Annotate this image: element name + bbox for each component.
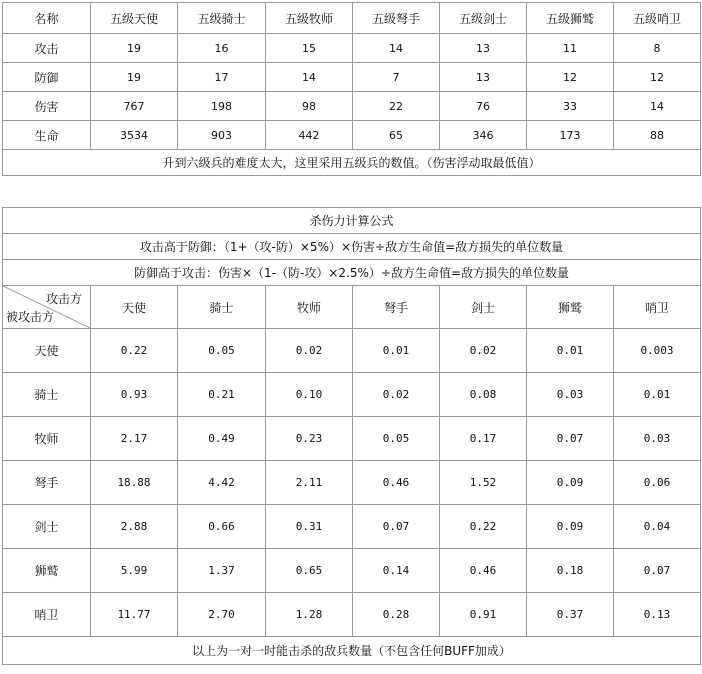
stats-row	[3, 34, 701, 63]
stats-row	[3, 121, 701, 150]
kill-value: 0.37	[527, 593, 614, 637]
kill-value: 2.11	[266, 461, 353, 505]
stat-value: 14	[614, 92, 701, 121]
stat-value: 65	[353, 121, 440, 150]
stats-header-cell: 五级天使	[91, 3, 178, 34]
stats-header-row	[3, 3, 701, 34]
kill-value: 0.93	[91, 373, 178, 417]
stat-value: 19	[91, 34, 178, 63]
kill-value: 0.03	[614, 417, 701, 461]
stats-header-cell: 五级狮鹫	[527, 3, 614, 34]
kill-value: 11.77	[91, 593, 178, 637]
stat-value: 12	[614, 63, 701, 92]
kill-row	[3, 593, 701, 637]
defender-row-label: 剑士	[3, 505, 91, 549]
stat-label: 生命	[3, 121, 91, 150]
stat-value: 7	[353, 63, 440, 92]
stat-value: 14	[266, 63, 353, 92]
kill-value: 4.42	[178, 461, 266, 505]
kill-value: 0.07	[353, 505, 440, 549]
stats-row	[3, 92, 701, 121]
defender-label: 被攻击方	[6, 310, 55, 324]
stats-row	[3, 63, 701, 92]
kill-value: 2.70	[178, 593, 266, 637]
kill-value: 2.88	[91, 505, 178, 549]
defender-row-label: 弩手	[3, 461, 91, 505]
stat-value: 198	[178, 92, 266, 121]
kill-value: 0.02	[353, 373, 440, 417]
stats-header-cell: 五级骑士	[178, 3, 266, 34]
kill-row	[3, 373, 701, 417]
attacker-column-header: 哨卫	[614, 286, 701, 329]
kill-value: 0.01	[614, 373, 701, 417]
kill-row	[3, 461, 701, 505]
formula-title: 杀伤力计算公式	[3, 208, 701, 234]
kill-power-table	[2, 207, 701, 665]
kill-value: 1.28	[266, 593, 353, 637]
stat-value: 98	[266, 92, 353, 121]
kill-value: 0.28	[353, 593, 440, 637]
kill-value: 0.22	[440, 505, 527, 549]
attacker-column-header: 狮鹫	[527, 286, 614, 329]
kill-value: 0.91	[440, 593, 527, 637]
kill-value: 18.88	[91, 461, 178, 505]
kill-value: 0.003	[614, 329, 701, 373]
kill-value: 0.08	[440, 373, 527, 417]
defender-row-label: 天使	[3, 329, 91, 373]
kill-value: 0.05	[353, 417, 440, 461]
stat-value: 8	[614, 34, 701, 63]
stat-value: 13	[440, 34, 527, 63]
attacker-column-header: 剑士	[440, 286, 527, 329]
stat-value: 33	[527, 92, 614, 121]
attacker-column-header: 牧师	[266, 286, 353, 329]
stats-header-cell: 五级哨卫	[614, 3, 701, 34]
stat-value: 19	[91, 63, 178, 92]
kill-value: 0.13	[614, 593, 701, 637]
stats-note-row	[3, 150, 701, 176]
kill-value: 0.01	[527, 329, 614, 373]
stat-value: 173	[527, 121, 614, 150]
stat-value: 14	[353, 34, 440, 63]
stat-value: 12	[527, 63, 614, 92]
kill-value: 0.10	[266, 373, 353, 417]
kill-value: 0.23	[266, 417, 353, 461]
kill-value: 0.09	[527, 461, 614, 505]
kill-value: 0.49	[178, 417, 266, 461]
kill-value: 0.65	[266, 549, 353, 593]
kill-value: 0.31	[266, 505, 353, 549]
kill-value: 5.99	[91, 549, 178, 593]
stats-header-cell: 五级弩手	[353, 3, 440, 34]
stat-value: 903	[178, 121, 266, 150]
stat-value: 13	[440, 63, 527, 92]
stat-value: 11	[527, 34, 614, 63]
formula-defense-higher: 防御高于攻击：伤害×（1-（防-攻）×2.5%）÷敌方生命值=敌方损失的单位数量	[3, 260, 701, 286]
stat-value: 17	[178, 63, 266, 92]
kill-value: 1.52	[440, 461, 527, 505]
kill-value: 0.02	[266, 329, 353, 373]
stats-header-cell: 五级剑士	[440, 3, 527, 34]
kill-note-row	[3, 637, 701, 665]
kill-note: 以上为一对一时能击杀的敌兵数量（不包含任何BUFF加成）	[3, 637, 701, 665]
stat-value: 767	[91, 92, 178, 121]
kill-value: 0.14	[353, 549, 440, 593]
kill-row	[3, 549, 701, 593]
attacker-column-header: 天使	[91, 286, 178, 329]
stat-value: 22	[353, 92, 440, 121]
stat-value: 76	[440, 92, 527, 121]
defender-row-label: 狮鹫	[3, 549, 91, 593]
kill-row	[3, 417, 701, 461]
stat-value: 15	[266, 34, 353, 63]
kill-value: 0.66	[178, 505, 266, 549]
stat-label: 攻击	[3, 34, 91, 63]
kill-value: 1.37	[178, 549, 266, 593]
kill-value: 0.46	[440, 549, 527, 593]
kill-value: 0.06	[614, 461, 701, 505]
attacker-column-header: 骑士	[178, 286, 266, 329]
kill-value: 0.09	[527, 505, 614, 549]
stats-note: 升到六级兵的难度太大，这里采用五级兵的数值。（伤害浮动取最低值）	[3, 150, 701, 176]
stat-value: 16	[178, 34, 266, 63]
attacker-defender-corner-cell	[3, 286, 91, 329]
kill-value: 0.04	[614, 505, 701, 549]
defender-row-label: 骑士	[3, 373, 91, 417]
kill-value: 0.46	[353, 461, 440, 505]
attacker-column-header: 弩手	[353, 286, 440, 329]
kill-value: 0.05	[178, 329, 266, 373]
kill-row	[3, 329, 701, 373]
kill-value: 0.21	[178, 373, 266, 417]
defender-row-label: 牧师	[3, 417, 91, 461]
stats-header-cell: 名称	[3, 3, 91, 34]
stat-value: 346	[440, 121, 527, 150]
kill-value: 0.03	[527, 373, 614, 417]
kill-value: 0.07	[614, 549, 701, 593]
kill-value: 0.07	[527, 417, 614, 461]
kill-value: 0.17	[440, 417, 527, 461]
unit-stats-table	[2, 2, 701, 176]
defender-row-label: 哨卫	[3, 593, 91, 637]
stat-value: 442	[266, 121, 353, 150]
formula-attack-higher: 攻击高于防御：（1+（攻-防）×5%）×伤害÷敌方生命值=敌方损失的单位数量	[3, 234, 701, 260]
kill-value: 2.17	[91, 417, 178, 461]
kill-row	[3, 505, 701, 549]
kill-value: 0.01	[353, 329, 440, 373]
kill-value: 0.02	[440, 329, 527, 373]
stat-value: 88	[614, 121, 701, 150]
stat-label: 防御	[3, 63, 91, 92]
attacker-label: 攻击方	[45, 292, 82, 306]
stat-label: 伤害	[3, 92, 91, 121]
kill-value: 0.18	[527, 549, 614, 593]
stat-value: 3534	[91, 121, 178, 150]
stats-header-cell: 五级牧师	[266, 3, 353, 34]
kill-value: 0.22	[91, 329, 178, 373]
